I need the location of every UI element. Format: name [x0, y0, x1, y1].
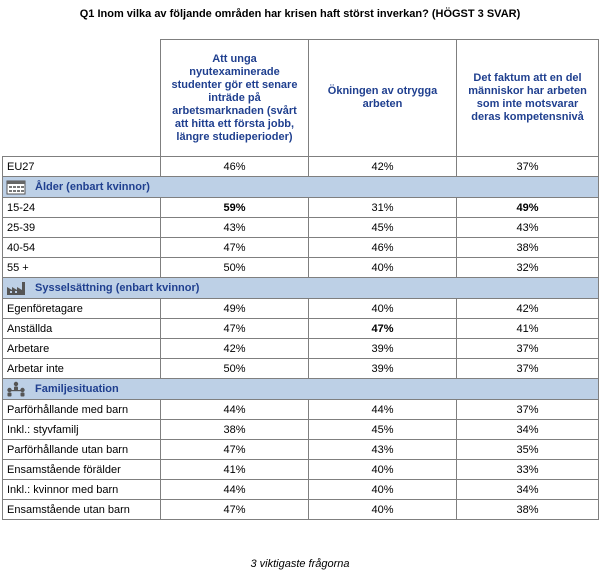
table-cell: 47% [161, 319, 309, 339]
column-header: Att unga nyutexaminerade studenter gör ett senare inträde på arbetsmarknaden (svårt att hitta ett första jobb, längre studieperioder) [161, 40, 309, 157]
table-cell: 45% [309, 420, 457, 440]
row-label: Parförhållande utan barn [3, 440, 161, 460]
table-cell: 33% [457, 460, 599, 480]
table-cell: 42% [309, 157, 457, 177]
table-row [3, 319, 599, 339]
table-cell: 39% [309, 359, 457, 379]
table-cell: 37% [457, 400, 599, 420]
table-cell: 50% [161, 359, 309, 379]
header-row [3, 40, 599, 157]
row-label: Arbetare [3, 339, 161, 359]
table-cell: 40% [309, 460, 457, 480]
table-row-eu27 [3, 157, 599, 177]
table-cell: 40% [309, 480, 457, 500]
row-label: 55 + [3, 258, 161, 278]
table-cell: 42% [457, 299, 599, 319]
table-cell: 43% [457, 218, 599, 238]
table-cell: 41% [457, 319, 599, 339]
table-cell: 46% [161, 157, 309, 177]
family-icon [5, 381, 27, 397]
table-cell: 31% [309, 198, 457, 218]
table-cell: 47% [161, 500, 309, 520]
table-cell: 47% [161, 440, 309, 460]
table-cell: 35% [457, 440, 599, 460]
section-header-row [3, 177, 599, 198]
row-label: EU27 [3, 157, 161, 177]
table-cell: 37% [457, 359, 599, 379]
row-label: Ensamstående utan barn [3, 500, 161, 520]
table-cell: 44% [309, 400, 457, 420]
table-row [3, 420, 599, 440]
table-cell: 34% [457, 420, 599, 440]
row-label: Inkl.: styvfamilj [3, 420, 161, 440]
row-label: Egenföretagare [3, 299, 161, 319]
section-title: Familjesituation [35, 382, 119, 395]
factory-icon [5, 280, 27, 296]
table-cell: 37% [457, 157, 599, 177]
table-row [3, 460, 599, 480]
table-row [3, 500, 599, 520]
table-row [3, 400, 599, 420]
table-row [3, 440, 599, 460]
header-corner [3, 40, 161, 157]
table-cell: 40% [309, 500, 457, 520]
table-row [3, 359, 599, 379]
table-cell: 47% [161, 238, 309, 258]
table-row [3, 198, 599, 218]
row-label: Anställda [3, 319, 161, 339]
table-cell: 38% [161, 420, 309, 440]
table-cell: 39% [309, 339, 457, 359]
column-header: Det faktum att en del människor har arbeten som inte motsvarar deras kompetensnivå [457, 40, 599, 157]
table-cell: 41% [161, 460, 309, 480]
table-cell: 43% [161, 218, 309, 238]
row-label: 25-39 [3, 218, 161, 238]
table-cell: 37% [457, 339, 599, 359]
table-cell: 49% [457, 198, 599, 218]
section-header [3, 379, 599, 400]
table-cell: 34% [457, 480, 599, 500]
table-row [3, 238, 599, 258]
table-cell: 40% [309, 299, 457, 319]
row-label: Ensamstående förälder [3, 460, 161, 480]
table-row [3, 339, 599, 359]
section-title: Sysselsättning (enbart kvinnor) [35, 281, 200, 294]
table-cell: 42% [161, 339, 309, 359]
footer-note: 3 viktigaste frågorna [250, 558, 350, 570]
section-header-row [3, 379, 599, 400]
table-cell: 32% [457, 258, 599, 278]
column-header: Ökningen av otrygga arbeten [309, 40, 457, 157]
table-cell: 45% [309, 218, 457, 238]
section-header [3, 177, 599, 198]
table-row [3, 218, 599, 238]
row-label: Parförhållande med barn [3, 400, 161, 420]
table-cell: 44% [161, 480, 309, 500]
table-cell: 59% [161, 198, 309, 218]
table-cell: 44% [161, 400, 309, 420]
section-header [3, 278, 599, 299]
table-cell: 38% [457, 238, 599, 258]
table-cell: 46% [309, 238, 457, 258]
row-label: 40-54 [3, 238, 161, 258]
section-header-row [3, 278, 599, 299]
row-label: Inkl.: kvinnor med barn [3, 480, 161, 500]
section-title: Ålder (enbart kvinnor) [35, 180, 150, 193]
table-row [3, 299, 599, 319]
row-label: 15-24 [3, 198, 161, 218]
table-row [3, 480, 599, 500]
question-title: Q1 Inom vilka av följande områden har krisen haft störst inverkan? (HÖGST 3 SVAR) [79, 8, 521, 20]
table-cell: 43% [309, 440, 457, 460]
row-label: Arbetar inte [3, 359, 161, 379]
table-row [3, 258, 599, 278]
table-cell: 50% [161, 258, 309, 278]
table-cell: 40% [309, 258, 457, 278]
calendar-icon [5, 179, 27, 195]
table-cell: 47% [309, 319, 457, 339]
table-cell: 49% [161, 299, 309, 319]
table-cell: 38% [457, 500, 599, 520]
results-table [2, 39, 599, 520]
